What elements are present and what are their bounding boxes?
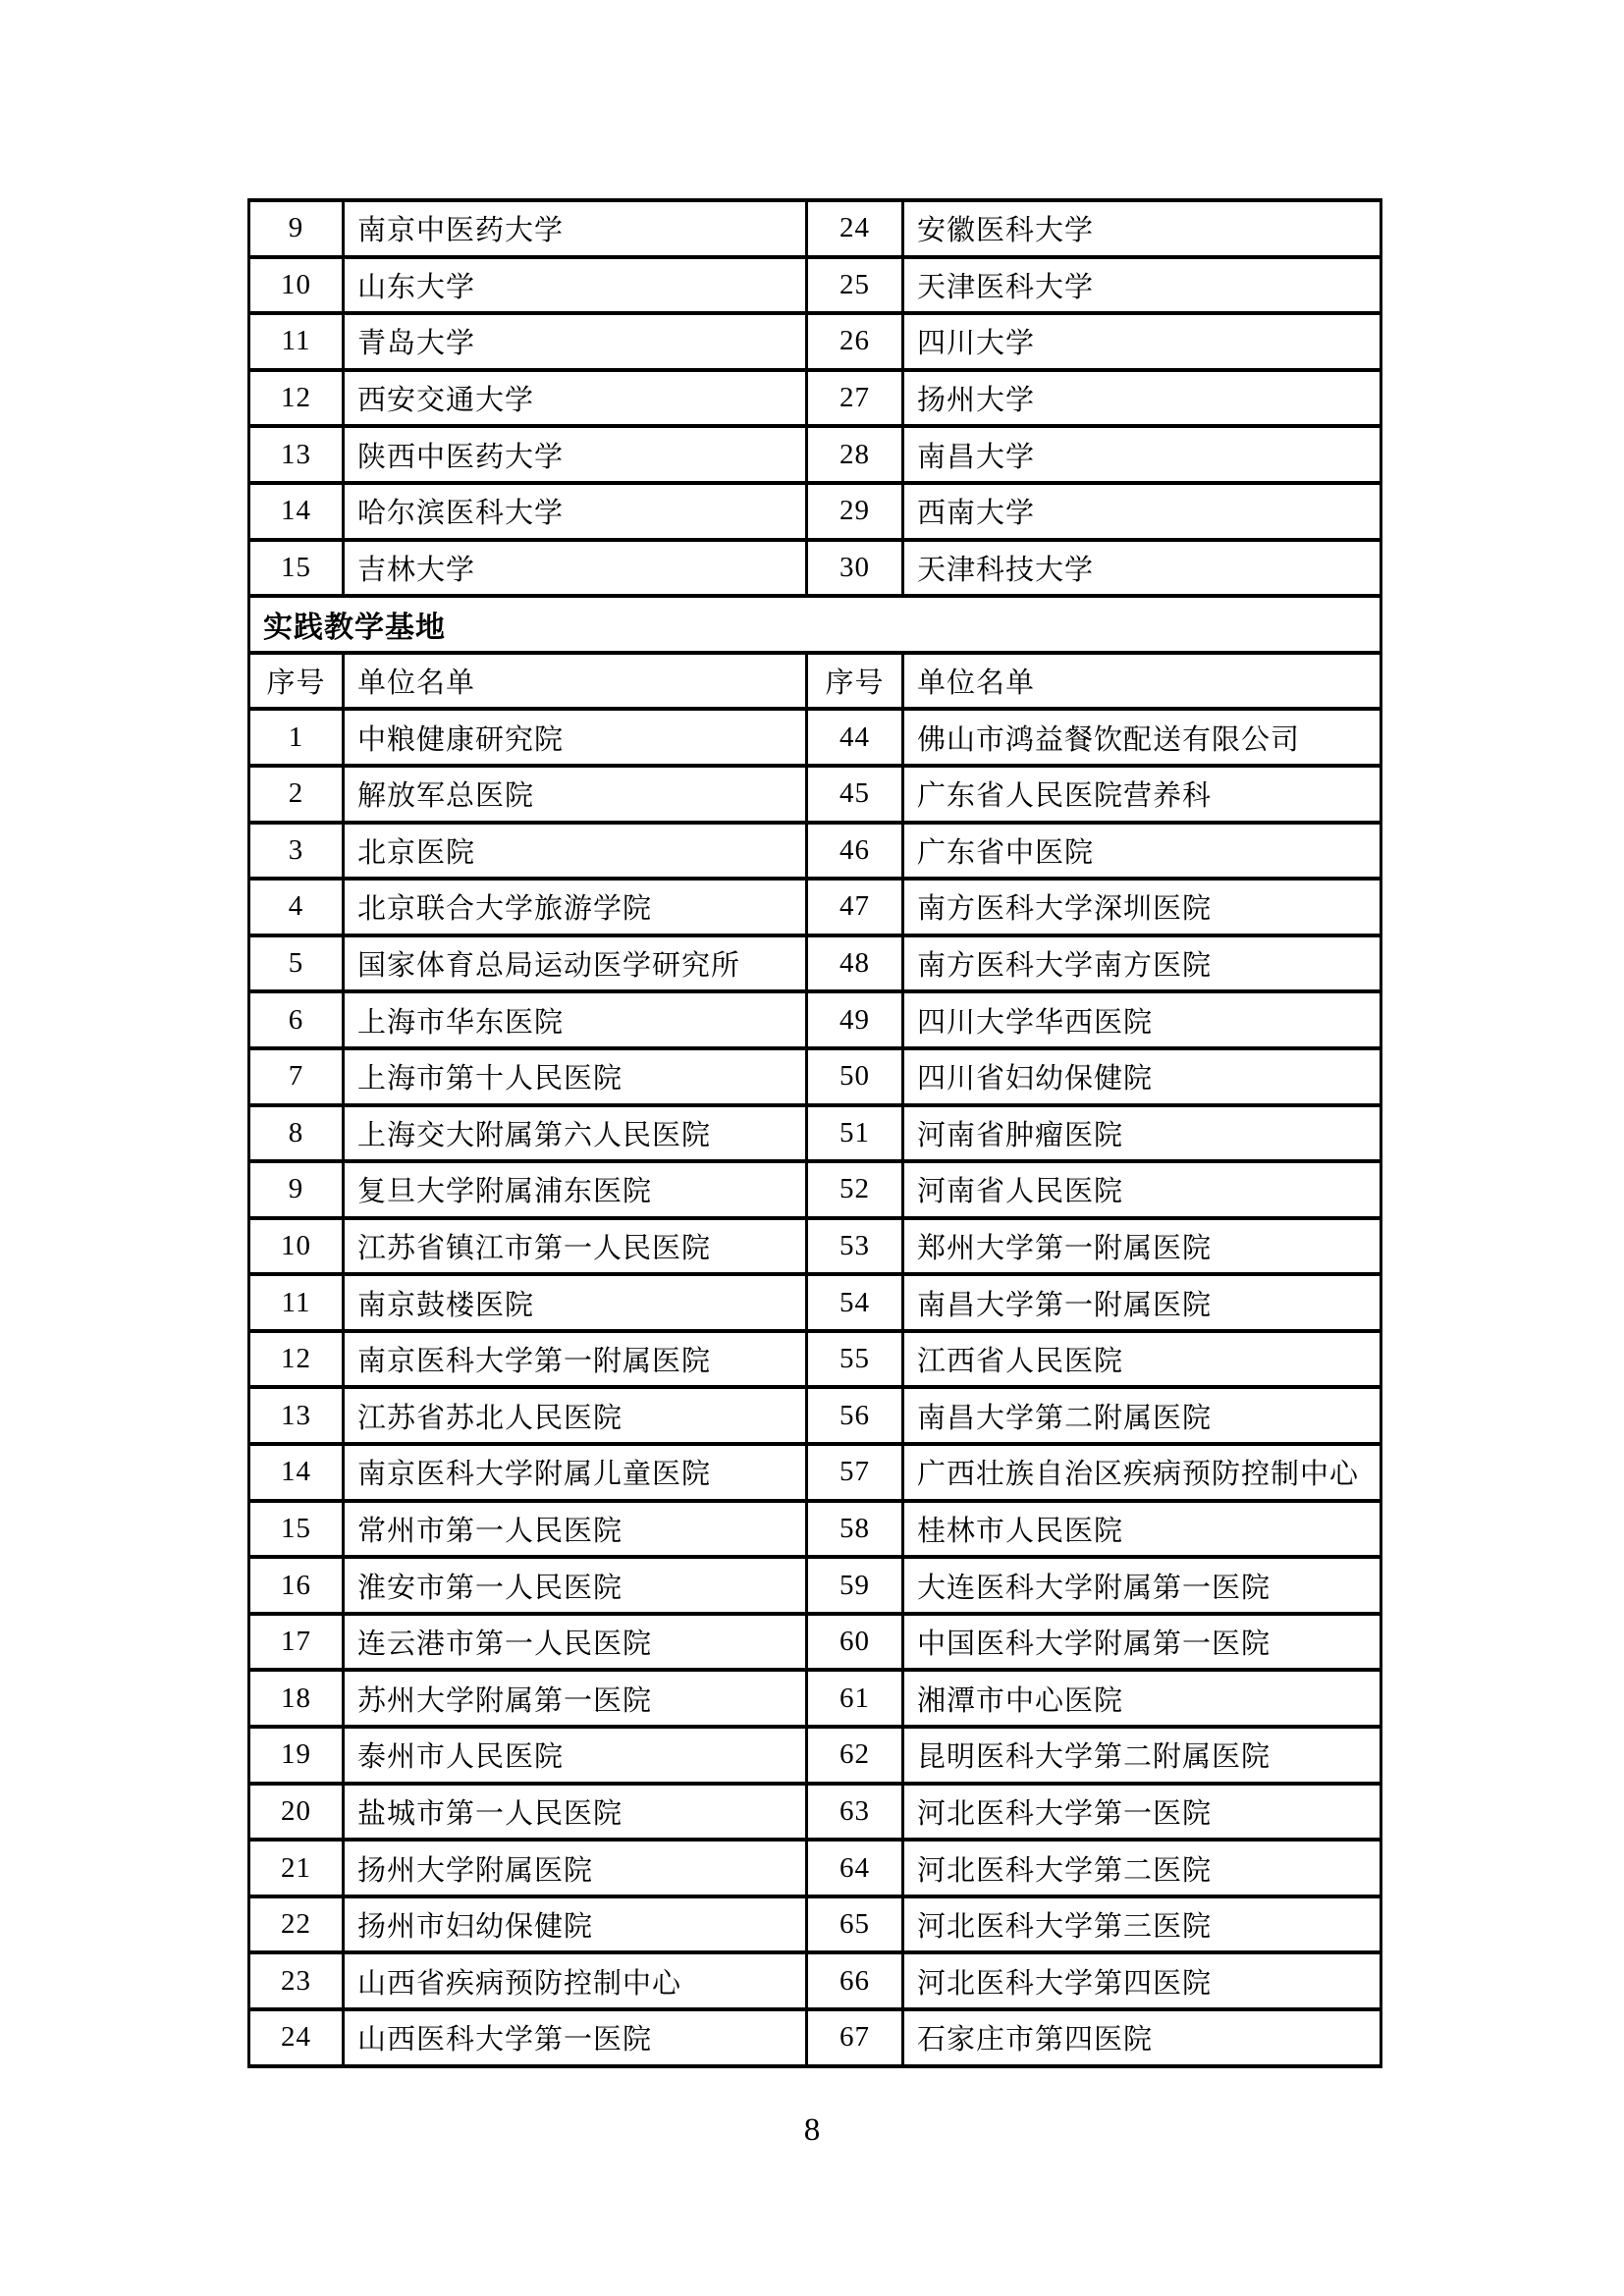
row-index: 29 xyxy=(807,483,903,540)
institutions-table xyxy=(247,198,1382,2068)
row-index: 1 xyxy=(249,709,344,766)
section-header-row xyxy=(249,596,1381,653)
unit-name: 中粮健康研究院 xyxy=(344,709,807,766)
unit-name: 青岛大学 xyxy=(344,313,807,370)
row-index: 58 xyxy=(807,1501,903,1558)
row-index: 22 xyxy=(249,1896,344,1953)
unit-name: 天津医科大学 xyxy=(903,257,1381,314)
unit-name: 南京医科大学第一附属医院 xyxy=(344,1331,807,1388)
row-index: 50 xyxy=(807,1048,903,1105)
table-row xyxy=(249,426,1381,483)
unit-name: 山东大学 xyxy=(344,257,807,314)
table-row xyxy=(249,1444,1381,1501)
row-index: 30 xyxy=(807,540,903,597)
row-index: 16 xyxy=(249,1557,344,1614)
section-title: 实践教学基地 xyxy=(249,596,1381,653)
table-row xyxy=(249,823,1381,880)
row-index: 63 xyxy=(807,1784,903,1841)
unit-name: 西南大学 xyxy=(903,483,1381,540)
unit-name: 河南省肿瘤医院 xyxy=(903,1105,1381,1162)
unit-name: 昆明医科大学第二附属医院 xyxy=(903,1727,1381,1784)
unit-name: 石家庄市第四医院 xyxy=(903,2009,1381,2066)
row-index: 26 xyxy=(807,313,903,370)
row-index: 57 xyxy=(807,1444,903,1501)
table-row xyxy=(249,1896,1381,1953)
row-index: 15 xyxy=(249,540,344,597)
column-header-index: 序号 xyxy=(249,653,344,710)
table-row xyxy=(249,766,1381,823)
table-row xyxy=(249,1614,1381,1671)
column-header-index: 序号 xyxy=(807,653,903,710)
column-header-unit: 单位名单 xyxy=(344,653,807,710)
row-index: 51 xyxy=(807,1105,903,1162)
unit-name: 苏州大学附属第一医院 xyxy=(344,1670,807,1727)
unit-name: 南昌大学第一附属医院 xyxy=(903,1274,1381,1331)
row-index: 4 xyxy=(249,879,344,935)
section-tbody xyxy=(249,596,1381,709)
row-index: 44 xyxy=(807,709,903,766)
unit-name: 南京鼓楼医院 xyxy=(344,1274,807,1331)
unit-name: 郑州大学第一附属医院 xyxy=(903,1218,1381,1275)
row-index: 2 xyxy=(249,766,344,823)
row-index: 23 xyxy=(249,1952,344,2009)
table-row xyxy=(249,370,1381,427)
unit-name: 南方医科大学深圳医院 xyxy=(903,879,1381,935)
row-index: 12 xyxy=(249,370,344,427)
row-index: 55 xyxy=(807,1331,903,1388)
unit-name: 安徽医科大学 xyxy=(903,200,1381,257)
unit-name: 河北医科大学第三医院 xyxy=(903,1896,1381,1953)
row-index: 14 xyxy=(249,483,344,540)
unit-name: 上海交大附属第六人民医院 xyxy=(344,1105,807,1162)
unit-name: 上海市第十人民医院 xyxy=(344,1048,807,1105)
row-index: 25 xyxy=(807,257,903,314)
table-row xyxy=(249,1727,1381,1784)
unit-name: 盐城市第一人民医院 xyxy=(344,1784,807,1841)
row-index: 13 xyxy=(249,426,344,483)
row-index: 11 xyxy=(249,1274,344,1331)
row-index: 56 xyxy=(807,1387,903,1444)
unit-name: 山西医科大学第一医院 xyxy=(344,2009,807,2066)
row-index: 20 xyxy=(249,1784,344,1841)
row-index: 3 xyxy=(249,823,344,880)
row-index: 67 xyxy=(807,2009,903,2066)
table-row xyxy=(249,313,1381,370)
unit-name: 江苏省镇江市第一人民医院 xyxy=(344,1218,807,1275)
unit-name: 江苏省苏北人民医院 xyxy=(344,1387,807,1444)
unit-name: 泰州市人民医院 xyxy=(344,1727,807,1784)
row-index: 6 xyxy=(249,991,344,1048)
row-index: 61 xyxy=(807,1670,903,1727)
table-row xyxy=(249,935,1381,992)
unit-name: 大连医科大学附属第一医院 xyxy=(903,1557,1381,1614)
table-row xyxy=(249,1501,1381,1558)
unit-name: 国家体育总局运动医学研究所 xyxy=(344,935,807,992)
table-row xyxy=(249,879,1381,935)
row-index: 49 xyxy=(807,991,903,1048)
table-row xyxy=(249,257,1381,314)
row-index: 19 xyxy=(249,1727,344,1784)
row-index: 17 xyxy=(249,1614,344,1671)
unit-name: 广东省人民医院营养科 xyxy=(903,766,1381,823)
unit-name: 西安交通大学 xyxy=(344,370,807,427)
table-row xyxy=(249,1048,1381,1105)
row-index: 52 xyxy=(807,1161,903,1218)
table-row xyxy=(249,1670,1381,1727)
table-row xyxy=(249,540,1381,597)
unit-name: 河北医科大学第四医院 xyxy=(903,1952,1381,2009)
row-index: 21 xyxy=(249,1840,344,1896)
practice-header-row xyxy=(249,653,1381,710)
table-row xyxy=(249,483,1381,540)
row-index: 53 xyxy=(807,1218,903,1275)
row-index: 10 xyxy=(249,1218,344,1275)
table-row xyxy=(249,1952,1381,2009)
unit-name: 广西壮族自治区疾病预防控制中心 xyxy=(903,1444,1381,1501)
unit-name: 南京中医药大学 xyxy=(344,200,807,257)
unit-name: 佛山市鸿益餐饮配送有限公司 xyxy=(903,709,1381,766)
row-index: 27 xyxy=(807,370,903,427)
row-index: 24 xyxy=(249,2009,344,2066)
unit-name: 南昌大学第二附属医院 xyxy=(903,1387,1381,1444)
row-index: 59 xyxy=(807,1557,903,1614)
unit-name: 桂林市人民医院 xyxy=(903,1501,1381,1558)
column-header-unit: 单位名单 xyxy=(903,653,1381,710)
row-index: 24 xyxy=(807,200,903,257)
row-index: 62 xyxy=(807,1727,903,1784)
row-index: 54 xyxy=(807,1274,903,1331)
unit-name: 解放军总医院 xyxy=(344,766,807,823)
row-index: 45 xyxy=(807,766,903,823)
unit-name: 北京医院 xyxy=(344,823,807,880)
table-row xyxy=(249,1274,1381,1331)
table-row xyxy=(249,2009,1381,2066)
unit-name: 陕西中医药大学 xyxy=(344,426,807,483)
unit-name: 天津科技大学 xyxy=(903,540,1381,597)
page-number: 8 xyxy=(803,2112,821,2148)
unit-name: 扬州市妇幼保健院 xyxy=(344,1896,807,1953)
row-index: 28 xyxy=(807,426,903,483)
unit-name: 河南省人民医院 xyxy=(903,1161,1381,1218)
unit-name: 中国医科大学附属第一医院 xyxy=(903,1614,1381,1671)
table-row xyxy=(249,1784,1381,1841)
unit-name: 常州市第一人民医院 xyxy=(344,1501,807,1558)
universities-tbody xyxy=(249,200,1381,596)
table-row xyxy=(249,991,1381,1048)
unit-name: 四川大学华西医院 xyxy=(903,991,1381,1048)
row-index: 9 xyxy=(249,1161,344,1218)
table-row xyxy=(249,1840,1381,1896)
unit-name: 南昌大学 xyxy=(903,426,1381,483)
row-index: 8 xyxy=(249,1105,344,1162)
table-row xyxy=(249,1557,1381,1614)
row-index: 48 xyxy=(807,935,903,992)
unit-name: 吉林大学 xyxy=(344,540,807,597)
row-index: 46 xyxy=(807,823,903,880)
row-index: 65 xyxy=(807,1896,903,1953)
row-index: 12 xyxy=(249,1331,344,1388)
unit-name: 南方医科大学南方医院 xyxy=(903,935,1381,992)
unit-name: 上海市华东医院 xyxy=(344,991,807,1048)
row-index: 13 xyxy=(249,1387,344,1444)
unit-name: 江西省人民医院 xyxy=(903,1331,1381,1388)
row-index: 10 xyxy=(249,257,344,314)
table-row xyxy=(249,200,1381,257)
unit-name: 南京医科大学附属儿童医院 xyxy=(344,1444,807,1501)
unit-name: 扬州大学 xyxy=(903,370,1381,427)
unit-name: 河北医科大学第二医院 xyxy=(903,1840,1381,1896)
row-index: 64 xyxy=(807,1840,903,1896)
practice-tbody xyxy=(249,709,1381,2065)
row-index: 14 xyxy=(249,1444,344,1501)
row-index: 15 xyxy=(249,1501,344,1558)
row-index: 66 xyxy=(807,1952,903,2009)
row-index: 18 xyxy=(249,1670,344,1727)
table-row xyxy=(249,1331,1381,1388)
unit-name: 哈尔滨医科大学 xyxy=(344,483,807,540)
row-index: 47 xyxy=(807,879,903,935)
row-index: 5 xyxy=(249,935,344,992)
unit-name: 广东省中医院 xyxy=(903,823,1381,880)
unit-name: 四川大学 xyxy=(903,313,1381,370)
row-index: 7 xyxy=(249,1048,344,1105)
unit-name: 四川省妇幼保健院 xyxy=(903,1048,1381,1105)
unit-name: 复旦大学附属浦东医院 xyxy=(344,1161,807,1218)
table-row xyxy=(249,1161,1381,1218)
row-index: 11 xyxy=(249,313,344,370)
table-row xyxy=(249,709,1381,766)
row-index: 9 xyxy=(249,200,344,257)
row-index: 60 xyxy=(807,1614,903,1671)
unit-name: 北京联合大学旅游学院 xyxy=(344,879,807,935)
unit-name: 山西省疾病预防控制中心 xyxy=(344,1952,807,2009)
unit-name: 河北医科大学第一医院 xyxy=(903,1784,1381,1841)
unit-name: 淮安市第一人民医院 xyxy=(344,1557,807,1614)
table-row xyxy=(249,1218,1381,1275)
table-row xyxy=(249,1105,1381,1162)
unit-name: 扬州大学附属医院 xyxy=(344,1840,807,1896)
unit-name: 连云港市第一人民医院 xyxy=(344,1614,807,1671)
unit-name: 湘潭市中心医院 xyxy=(903,1670,1381,1727)
table-row xyxy=(249,1387,1381,1444)
